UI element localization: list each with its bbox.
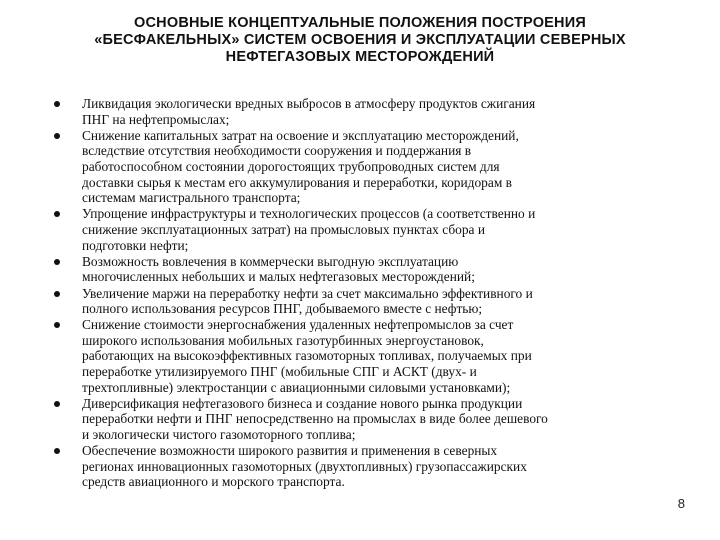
bullet-text bbox=[82, 286, 662, 317]
bullet-dot-icon bbox=[54, 133, 60, 139]
bullet-line: широкого использования мобильных газотурбинных энергоустановок, bbox=[82, 332, 484, 348]
bullet-line: трехтопливные) электростанции с авиационными силовыми установками); bbox=[82, 379, 511, 395]
bullet-line: переработке утилизируемого ПНГ (мобильные СПГ и АСКТ (двух- и bbox=[82, 364, 477, 380]
page-number: 8 bbox=[677, 496, 685, 511]
bullet-line: полного использования ресурсов ПНГ, добываемого вместе с нефтью; bbox=[82, 301, 483, 317]
bullet-line: Снижение стоимости энергоснабжения удаленных нефтепромыслов за счет bbox=[82, 317, 514, 333]
bullet-dot-icon bbox=[54, 101, 60, 107]
bullet-item bbox=[52, 128, 662, 206]
title-line: НЕФТЕГАЗОВЫХ МЕСТОРОЖДЕНИЙ bbox=[225, 49, 495, 65]
bullet-dot-icon bbox=[54, 291, 60, 297]
bullet-line: Увеличение маржи на переработку нефти за счет максимально эффективного и bbox=[82, 285, 533, 301]
bullet-dot-icon bbox=[54, 211, 60, 217]
bullet-line: снижение эксплуатационных затрат) на промысловых пунктах сбора и bbox=[82, 221, 485, 237]
bullet-line: Возможность вовлечения в коммерчески выгодную эксплуатацию bbox=[82, 253, 459, 269]
bullet-item bbox=[52, 317, 662, 395]
bullet-text bbox=[82, 317, 662, 395]
bullet-line: системам магистрального транспорта; bbox=[82, 190, 301, 206]
bullet-item bbox=[52, 286, 662, 317]
bullet-text bbox=[82, 128, 662, 206]
bullet-text bbox=[82, 254, 662, 285]
bullet-item bbox=[52, 254, 662, 285]
bullet-text bbox=[82, 443, 662, 490]
bullet-text bbox=[82, 96, 662, 127]
title-line: «БЕСФАКЕЛЬНЫХ» СИСТЕМ ОСВОЕНИЯ И ЭКСПЛУАТАЦИИ СЕВЕРНЫХ bbox=[94, 32, 626, 48]
bullet-line: регионах инновационных газомоторных (двухтопливных) грузопассажирских bbox=[82, 458, 527, 474]
bullet-text bbox=[82, 206, 662, 253]
bullet-line: подготовки нефти; bbox=[82, 237, 189, 253]
bullet-line: Упрощение инфраструктуры и технологических процессов (а соответственно и bbox=[82, 206, 536, 222]
bullet-line: переработки нефти и ПНГ непосредственно на промыслах в виде более дешевого bbox=[82, 411, 548, 427]
bullet-item bbox=[52, 443, 662, 490]
bullet-line: вследствие отсутствия необходимости сооружения и поддержания в bbox=[82, 143, 472, 159]
bullet-item bbox=[52, 396, 662, 443]
bullet-line: ПНГ на нефтепромыслах; bbox=[82, 111, 230, 127]
bullet-item bbox=[52, 206, 662, 253]
bullet-line: и экологически чистого газомоторного топлива; bbox=[82, 427, 356, 443]
slide-title bbox=[40, 15, 680, 66]
bullet-dot-icon bbox=[54, 401, 60, 407]
bullet-line: работающих на высокоэффективных газомоторных топливах, получаемых при bbox=[82, 348, 532, 364]
bullet-list bbox=[52, 96, 662, 491]
bullet-dot-icon bbox=[54, 448, 60, 454]
bullet-line: Ликвидация экологически вредных выбросов в атмосферу продуктов сжигания bbox=[82, 96, 536, 111]
title-line: ОСНОВНЫЕ КОНЦЕПТУАЛЬНЫЕ ПОЛОЖЕНИЯ ПОСТРОЕНИЯ bbox=[134, 15, 586, 31]
bullet-line: Обеспечение возможности широкого развития и применения в северных bbox=[82, 443, 498, 459]
bullet-line: доставки сырья к местам его аккумулирования и переработки, коридорам в bbox=[82, 174, 512, 190]
bullet-dot-icon bbox=[54, 259, 60, 265]
bullet-line: средств авиационного и морского транспорта. bbox=[82, 474, 345, 490]
bullet-line: многочисленных небольших и малых нефтегазовых месторождений; bbox=[82, 269, 475, 285]
bullet-dot-icon bbox=[54, 322, 60, 328]
bullet-line: работоспособном состоянии дорогостоящих трубопроводных систем для bbox=[82, 158, 500, 174]
bullet-text bbox=[82, 396, 662, 443]
bullet-item bbox=[52, 96, 662, 127]
bullet-line: Снижение капитальных затрат на освоение и эксплуатацию месторождений, bbox=[82, 127, 519, 143]
bullet-line: Диверсификация нефтегазового бизнеса и создание нового рынка продукции bbox=[82, 395, 523, 411]
